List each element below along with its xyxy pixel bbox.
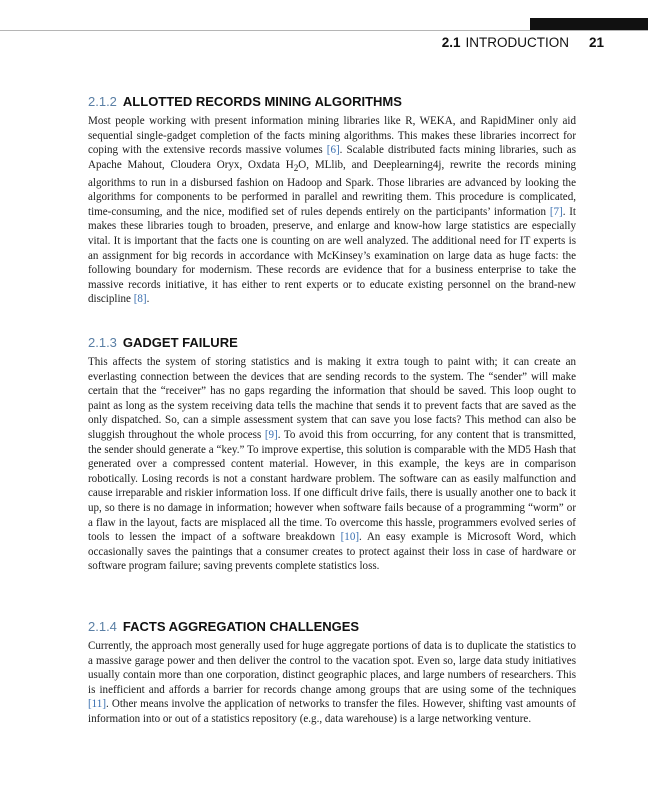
section-2-1-2 — [88, 94, 576, 307]
header-bar — [530, 18, 648, 30]
paragraph-text: . — [146, 293, 150, 306]
citation-link[interactable]: [11] — [88, 698, 106, 711]
section-number: 2.1.4 — [88, 619, 117, 634]
citation-link[interactable]: [6] — [326, 144, 340, 157]
paragraph-text: . It makes these libraries tough to broaden, preserve, and enlarge and know-how large statistics are especially vital. It is important that the facts one is counting on are well analyzed. The additional need for IT experts is an assignment for big records in accordance with McKinsey’s examination on large data as huge facts: the following boundary for modernism. These records are evidence that for a business enterprise to take the massive records initiative, it has either to rent experts or to educate existing personnel on the brand-new discipline — [88, 205, 576, 306]
section-paragraph — [88, 355, 576, 574]
page-number: 21 — [588, 35, 604, 50]
paragraph-text: . Other means involve the application of networks to transfer the files. However, shifting vast amounts of information into or out of a statistics repository (e.g., data warehouse) is a large networking venture. — [88, 698, 576, 725]
paragraph-text: Currently, the approach most generally used for huge aggregate portions of data is to duplicate the statistics to a massive garage power and then deliver the control to the vacation spot. Even so, large data study initiatives usually contain more than one corporation, distinct geographic places, and large numbers of researchers. This is inefficient and affords a barrier for records change among groups that are using some of the techniques — [88, 640, 576, 696]
subscript: 2 — [293, 162, 299, 173]
section-heading — [88, 94, 576, 110]
section-number: 2.1.3 — [88, 335, 117, 350]
paragraph-text: . To avoid this from occurring, for any content that is transmitted, the sender should generate a “key.” To improve expertise, this solution is comparable with the MD5 Hash that generated over a compressed content material. However, in this example, the keys are in comparison robotically. Losing records is not a constant hardware problem. The software can as easily malfunction and cause irreparable and riskier information loss. If one difficult drive fails, there is usually another one to back it up, so there is no damage in information; however when software fails because of a programming “worm” or a flaw in the layout, facts are misplaced all the time. To overcome this hassle, programmers evolved series of tools to lessen the impact of a software breakdown — [88, 428, 576, 544]
section-heading — [88, 335, 576, 351]
citation-link[interactable]: [10] — [340, 531, 360, 544]
section-title: ALLOTTED RECORDS MINING ALGORITHMS — [122, 94, 402, 109]
header-rule — [0, 30, 648, 31]
paragraph-text: . An easy example is Microsoft Word, which occasionally saves the paintings that a consumer creates to protect against their loss in case of hardware or software program failure; saving prevents complete statistics loss. — [88, 531, 576, 573]
section-2-1-3 — [88, 335, 576, 574]
section-title: FACTS AGGREGATION CHALLENGES — [122, 619, 360, 634]
paragraph-text: This affects the system of storing statistics and is making it extra tough to paint with; it can create an everlasting connection between the devices that are sending records to the system. The “sender” will make certain that the “receiver” has no gaps regarding the information that should be saved. This loop ought to paint as long as the system receiving data tells the machine that sends it to prevent facts that are saved as the only dispatched. So, can a simple assessment system that can save you lose facts? This method can also be sluggish throughout the whole process — [88, 356, 576, 441]
paragraph-text: Most people working with present information mining libraries like R, WEKA, and RapidMiner only aid sequential single-gadget completion of the facts mining algorithms. This makes these libraries incorrect for coping with the extensive records massive volumes — [88, 115, 576, 157]
paragraph-text: O, MLlib, and Deeplearning4j, rewrite the records mining algorithms to run in a disbursed fashion on Hadoop and Spark. Those libraries are advanced by looking the algorithms for components to be performed in parallel and rewriting them. This procedure is complicated, time-consuming, and the nice, modified set of rules depends entirely on the participants’ information — [88, 158, 576, 218]
section-title: GADGET FAILURE — [122, 335, 238, 350]
citation-link[interactable]: [8] — [133, 293, 147, 306]
section-heading — [88, 619, 576, 635]
running-head — [442, 35, 604, 50]
citation-link[interactable]: [9] — [264, 428, 278, 441]
running-head-section-title: INTRODUCTION — [465, 35, 569, 50]
section-paragraph — [88, 639, 576, 727]
paragraph-text: . Scalable distributed facts mining libraries, such as Apache Mahout, Cloudera Oryx, Oxdata H — [88, 144, 576, 171]
running-head-section-number: 2.1 — [441, 35, 461, 50]
section-paragraph — [88, 114, 576, 307]
citation-link[interactable]: [7] — [549, 205, 563, 218]
section-number: 2.1.2 — [88, 94, 117, 109]
section-2-1-4 — [88, 619, 576, 727]
